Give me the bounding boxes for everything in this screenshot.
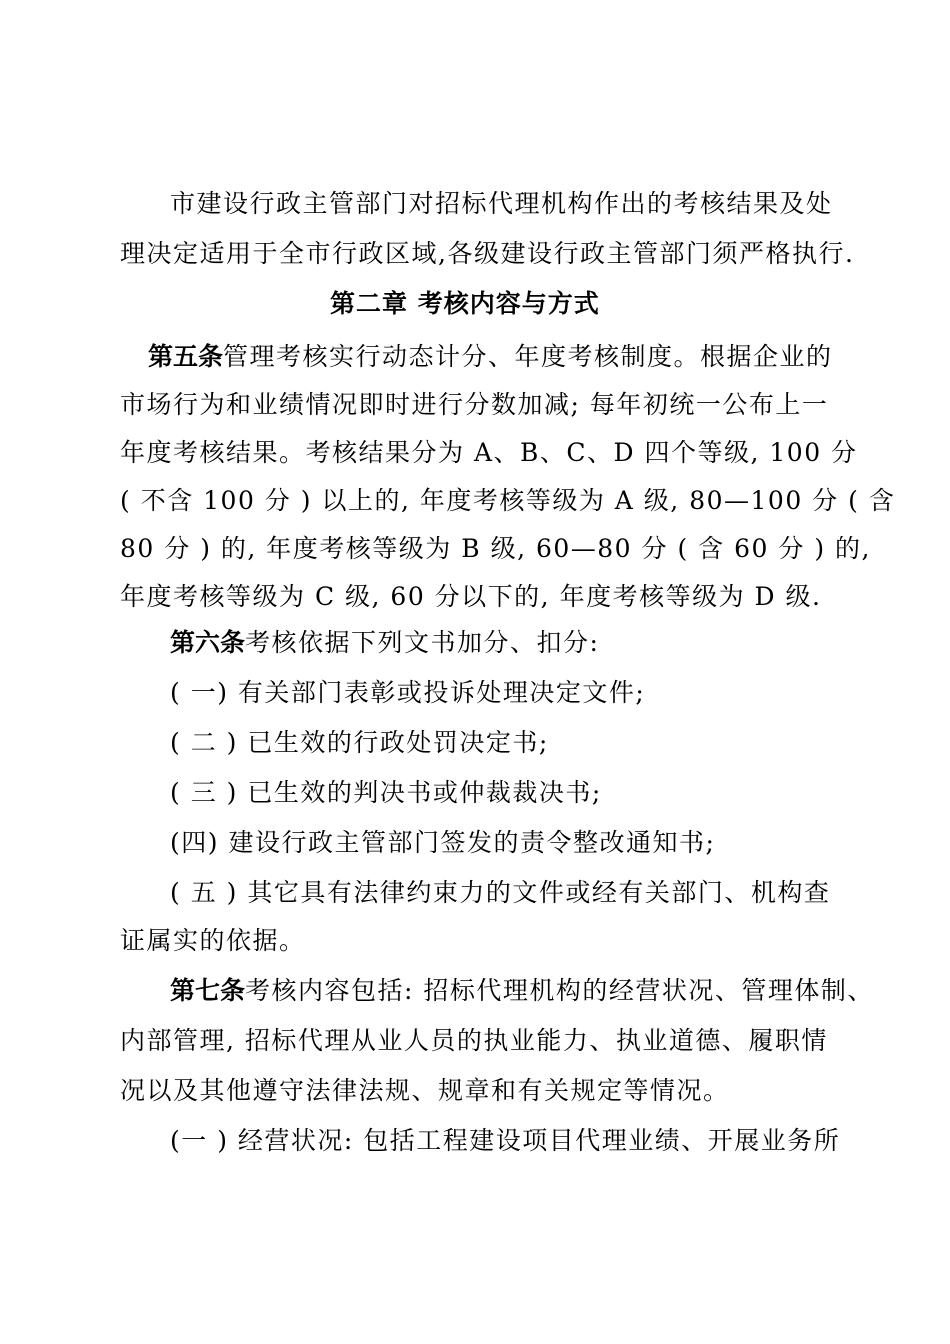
article-5-line-4: ( 不含 100 分 ) 以上的, 年度考核等级为 A 级, 80—100 分 ( 含 <box>120 486 896 515</box>
article-5-text-1: 管理考核实行动态计分、年度考核制度。根据企业的 <box>223 342 833 371</box>
intro-line-2: 理决定适用于全市行政区域,各级建设行政主管部门须严格执行. <box>120 239 855 268</box>
article-7-line-1 <box>170 975 874 1007</box>
article-7-line-2: 内部管理, 招标代理从业人员的执业能力、执业道德、履职情 <box>120 1026 828 1055</box>
article-6-item-5-line-1: ( 五 ) 其它具有法律约束力的文件或经有关部门、机构查 <box>170 878 831 907</box>
article-5-label: 第五条 <box>148 342 224 371</box>
article-6-item-1: ( 一) 有关部门表彰或投诉处理决定文件; <box>170 678 646 707</box>
article-7-line-3: 况以及其他遵守法律法规、规章和有关规定等情况。 <box>120 1076 730 1105</box>
article-6-label: 第六条 <box>170 628 246 657</box>
article-6-text-1: 考核依据下列文书加分、扣分: <box>245 628 600 657</box>
article-7-label: 第七条 <box>170 976 246 1005</box>
article-7-item-1-line-1: (一 ) 经营状况: 包括工程建设项目代理业绩、开展业务所 <box>170 1126 841 1155</box>
article-7-text-1: 考核内容包括: 招标代理机构的经营状况、管理体制、 <box>245 976 874 1005</box>
article-6-line-1 <box>170 627 599 659</box>
article-5-line-2: 市场行为和业绩情况即时进行分数加减; 每年初统一公布上一 <box>120 390 829 419</box>
chapter-heading: 第二章 考核内容与方式 <box>330 289 600 318</box>
intro-line-1: 市建设行政主管部门对招标代理机构作出的考核结果及处 <box>170 189 833 218</box>
article-6-item-3: ( 三 ) 已生效的判决书或仲裁裁决书; <box>170 778 602 807</box>
article-5-line-6: 年度考核等级为 C 级, 60 分以下的, 年度考核等级为 D 级. <box>120 582 822 611</box>
article-6-item-2: ( 二 ) 已生效的行政处罚决定书; <box>170 728 549 757</box>
article-6-item-4: (四) 建设行政主管部门签发的责令整改通知书; <box>170 828 716 857</box>
article-5-line-5: 80 分 ) 的, 年度考核等级为 B 级, 60—80 分 ( 含 60 分 ) 的, <box>120 534 871 563</box>
article-5-line-3: 年度考核结果。考核结果分为 A、B、C、D 四个等级, 100 分 <box>120 438 858 467</box>
article-6-item-5-line-2: 证属实的依据。 <box>120 926 306 955</box>
article-5-line-1 <box>148 341 833 373</box>
